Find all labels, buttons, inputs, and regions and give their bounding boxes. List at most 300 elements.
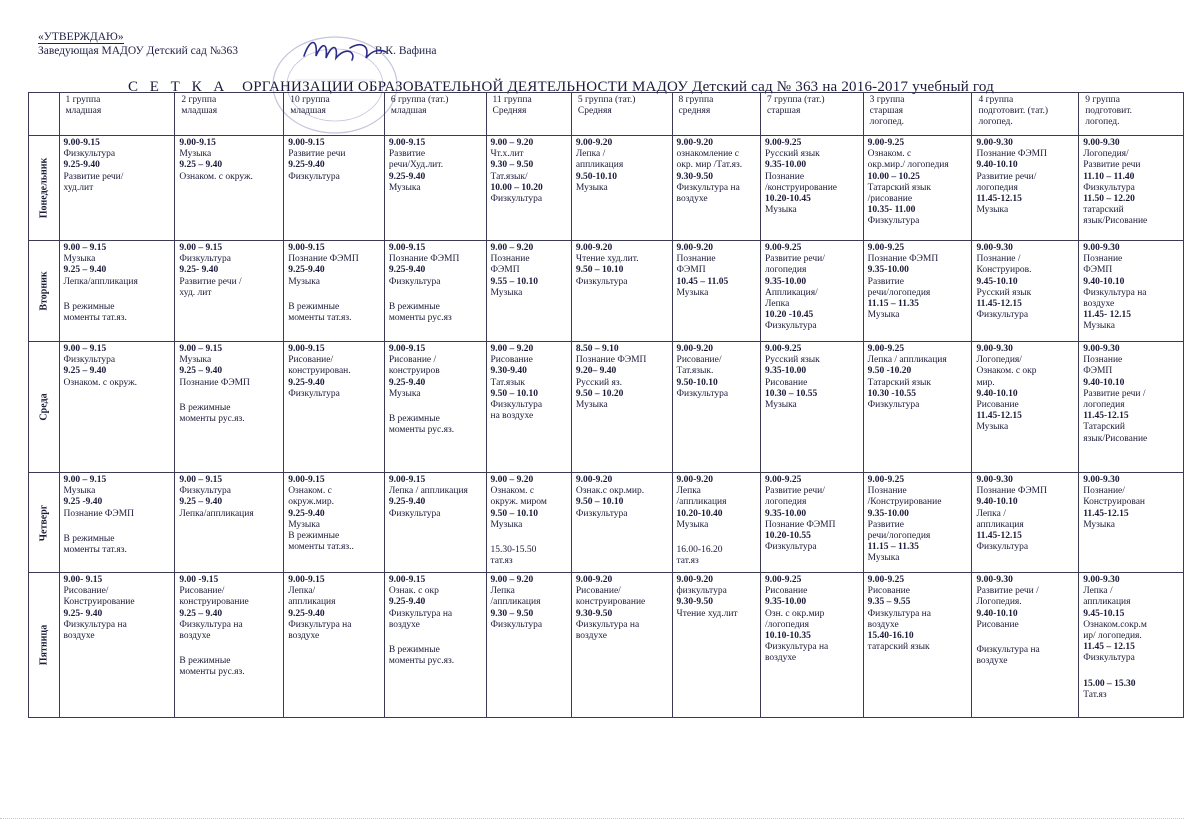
activity-line: Ознаком. с окруж. bbox=[179, 171, 253, 182]
activity-line: 9.25-9.40 bbox=[288, 265, 325, 276]
group-header-line: 3 группа bbox=[869, 95, 905, 105]
activity-line: Чт.х.лит bbox=[490, 149, 524, 160]
activity-line: 9.00-9.25 bbox=[867, 575, 905, 585]
activity-line: Рисование / bbox=[388, 355, 437, 366]
activity-line: 9.00-9.20 bbox=[575, 575, 613, 585]
activity-line: моменты тат.яз. bbox=[63, 313, 127, 324]
activity-line: 9.00-9.30 bbox=[976, 344, 1013, 354]
activity-line: Развитие речи/ bbox=[764, 254, 825, 265]
activity-line: 9.35-10.00 bbox=[867, 265, 909, 276]
activity-line: /логопедия bbox=[764, 619, 809, 630]
activity-line: Познание ФЭМП bbox=[388, 254, 460, 265]
activity-line: В режимные bbox=[63, 301, 115, 312]
activity-line: Познание ФЭМП bbox=[764, 519, 836, 530]
activity-line: логопедия bbox=[1083, 400, 1125, 411]
activity-line: 9.00-9.15 bbox=[288, 475, 325, 485]
activity-line: Физкультура bbox=[867, 400, 920, 411]
schedule-cell bbox=[863, 342, 972, 473]
activity-line: Физкультура на bbox=[179, 619, 243, 630]
activity-line: 11.50 – 12.20 bbox=[1083, 194, 1135, 205]
activity-line: 9.00-9.30 bbox=[1083, 344, 1120, 354]
activity-line: Музыка bbox=[490, 519, 523, 530]
activity-line: 9.25-9.40 bbox=[388, 265, 426, 276]
activity-line: Русский яз. bbox=[575, 377, 623, 388]
activity-line: 11.45- 12.15 bbox=[1083, 310, 1131, 321]
activity-line: 9.00-9.15 bbox=[388, 243, 426, 253]
activity-line: Физкультура bbox=[575, 508, 628, 519]
schedule-cell bbox=[175, 342, 284, 473]
day-label: Четверг bbox=[38, 504, 50, 541]
activity-line: 9.25-9.40 bbox=[288, 608, 325, 619]
activity-line: 9.00 – 9.15 bbox=[179, 475, 223, 485]
activity-line: 9.25 – 9.40 bbox=[179, 497, 223, 508]
schedule-cell bbox=[175, 136, 284, 241]
activity-line: 9.00-9.15 bbox=[388, 575, 426, 585]
activity-line: 10.10-10.35 bbox=[764, 631, 811, 642]
activity-line: 9.30 – 9.50 bbox=[490, 160, 534, 171]
activity-line: 15.40-16.10 bbox=[867, 631, 914, 642]
head-name: В.К. Вафина bbox=[374, 45, 437, 57]
activity-line: Рисование/ bbox=[575, 586, 621, 597]
day-row bbox=[29, 573, 1184, 718]
activity-line: 10.20-10.45 bbox=[764, 194, 811, 205]
header-row bbox=[29, 93, 1184, 136]
activity-line: Ознаком. с bbox=[288, 486, 332, 497]
activity-line: Музыка bbox=[976, 205, 1009, 216]
activity-line: 9.00-9.25 bbox=[867, 243, 905, 253]
activity-line: 9.00-9.15 bbox=[288, 344, 325, 354]
head-position: Заведующая МАДОУ Детский сад №363 bbox=[38, 45, 238, 57]
activity-line: конструирован. bbox=[288, 366, 351, 377]
schedule-cell bbox=[486, 241, 571, 342]
activity-line: 9.00-9.15 bbox=[288, 575, 325, 585]
activity-line: 11.45-12.15 bbox=[976, 299, 1022, 310]
activity-line: Физкультура на bbox=[676, 182, 740, 193]
activity-line: 9.55 – 10.10 bbox=[490, 276, 538, 287]
activity-line: Развитие bbox=[867, 519, 904, 530]
activity-line: Лепка/ bbox=[288, 586, 316, 597]
group-header-line: 7 группа (тат.) bbox=[766, 95, 825, 105]
group-header bbox=[175, 93, 284, 136]
activity-line: аппликация bbox=[288, 597, 336, 608]
activity-line: Физкультура bbox=[388, 276, 441, 287]
activity-line: 15.30-15.50 bbox=[490, 545, 537, 556]
schedule-cell bbox=[972, 342, 1079, 473]
schedule-cell bbox=[571, 342, 672, 473]
activity-line: логопедия bbox=[764, 265, 807, 276]
group-header-line: 10 группа bbox=[290, 95, 330, 105]
activity-line: худ.лит bbox=[63, 182, 94, 193]
activity-line: аппликация bbox=[976, 519, 1024, 530]
activity-line: Физкультура на bbox=[388, 608, 453, 619]
activity-line: Тат.яз bbox=[1083, 689, 1107, 700]
activity-line: В режимные bbox=[388, 414, 440, 425]
activity-line: 9.40-10.10 bbox=[976, 160, 1018, 171]
activity-line: Музыка bbox=[288, 276, 320, 287]
activity-line: 9.50 – 10.20 bbox=[575, 388, 624, 399]
day-label: Пятница bbox=[38, 624, 50, 666]
activity-line: 9.00 -9.15 bbox=[179, 575, 219, 585]
activity-line: Физкультура bbox=[490, 400, 543, 411]
activity-line: 10.45 – 11.05 bbox=[676, 276, 729, 287]
activity-line: Музыка bbox=[1083, 519, 1115, 530]
schedule-cell bbox=[760, 136, 863, 241]
activity-line: 9.00-9.15 bbox=[288, 243, 325, 253]
activity-line: Рисование bbox=[764, 586, 808, 597]
activity-line: Познание / bbox=[976, 254, 1021, 265]
activity-line: 9.35 – 9.55 bbox=[867, 597, 911, 608]
schedule-cell bbox=[760, 573, 863, 718]
schedule-cell bbox=[863, 136, 972, 241]
activity-line: 10.30 -10.55 bbox=[867, 388, 916, 399]
schedule-cell bbox=[571, 136, 672, 241]
activity-line: 10.20 -10.45 bbox=[764, 310, 814, 321]
activity-line: Лепка / bbox=[1083, 586, 1113, 597]
activity-line: Развитие речи/ bbox=[63, 171, 124, 182]
activity-line: Физкультура bbox=[976, 310, 1029, 321]
schedule-cell bbox=[175, 473, 284, 573]
activity-line: Познание bbox=[764, 171, 805, 182]
day-label: Вторник bbox=[38, 271, 50, 311]
day-row bbox=[29, 241, 1184, 342]
activity-line: Физкультура bbox=[388, 508, 441, 519]
activity-line: ир/ логопедия. bbox=[1083, 631, 1142, 642]
schedule-table bbox=[28, 92, 1184, 718]
schedule-cell bbox=[672, 573, 760, 718]
activity-line: 9.25 – 9.40 bbox=[63, 366, 107, 377]
activity-line: Лепка bbox=[490, 586, 515, 597]
activity-line: Лепка / аппликация bbox=[388, 486, 468, 497]
activity-line: логопедия bbox=[764, 497, 807, 508]
activity-line: 9.25-9.40 bbox=[388, 497, 426, 508]
activity-line: Лепка bbox=[764, 299, 790, 310]
activity-line: 9.40-10.10 bbox=[976, 388, 1018, 399]
activity-line: 10.00 – 10.20 bbox=[490, 182, 543, 193]
activity-line: мир. bbox=[976, 377, 995, 388]
activity-line: Физкультура bbox=[179, 486, 232, 497]
activity-line: Музыка bbox=[867, 553, 900, 564]
activity-line: Познание bbox=[676, 254, 716, 265]
activity-line: Рисование/ bbox=[179, 586, 225, 597]
activity-line: Развитие речи bbox=[1083, 160, 1141, 171]
group-header-line: логопед. bbox=[1085, 117, 1120, 128]
activity-line: физкультура bbox=[676, 586, 727, 597]
schedule-cell bbox=[1079, 241, 1184, 342]
schedule-cell bbox=[863, 241, 972, 342]
group-header bbox=[486, 93, 571, 136]
schedule-cell bbox=[672, 136, 760, 241]
activity-line: моменты рус.яз. bbox=[179, 667, 245, 678]
activity-line: Физкультура bbox=[764, 321, 817, 332]
activity-line: Физкультура bbox=[490, 194, 543, 205]
activity-line: 9.00-9.20 bbox=[676, 575, 713, 585]
activity-line: Лепка/аппликация bbox=[179, 508, 254, 519]
activity-line: Физкультура bbox=[867, 216, 920, 227]
activity-line: ФЭМП bbox=[1083, 366, 1113, 377]
activity-line: 9.00-9.30 bbox=[976, 575, 1013, 585]
activity-line: /рисование bbox=[867, 194, 913, 205]
activity-line: Ознаком.сокр.м bbox=[1083, 619, 1147, 630]
day-row bbox=[29, 342, 1184, 473]
group-header bbox=[972, 93, 1079, 136]
activity-line: тат.яз bbox=[490, 556, 513, 567]
activity-line: Музыка bbox=[676, 519, 709, 530]
activity-line: 9.25-9.40 bbox=[388, 597, 426, 608]
activity-line: окр. мир /Тат.яз. bbox=[676, 160, 743, 171]
group-header-line: логопед. bbox=[978, 117, 1013, 128]
activity-line: Рисование bbox=[867, 586, 910, 597]
schedule-cell bbox=[384, 473, 486, 573]
activity-line: 9.40-10.10 bbox=[1083, 377, 1125, 388]
schedule-cell bbox=[59, 241, 175, 342]
schedule-cell bbox=[384, 573, 486, 718]
activity-line: Музыка bbox=[976, 422, 1009, 433]
activity-line: Татарский язык bbox=[867, 182, 931, 193]
activity-line: конструирование bbox=[179, 597, 249, 608]
activity-line: 11.45-12.15 bbox=[976, 531, 1022, 542]
activity-line: /конструирование bbox=[764, 182, 837, 193]
schedule-cell bbox=[284, 573, 385, 718]
activity-line: Лепка / аппликация bbox=[867, 355, 947, 366]
activity-line: Лепка / bbox=[976, 508, 1006, 519]
group-header-line: младшая bbox=[65, 106, 102, 117]
schedule-cell bbox=[1079, 573, 1184, 718]
activity-line: Познание ФЭМП bbox=[976, 149, 1047, 160]
schedule-cell bbox=[486, 136, 571, 241]
activity-line: моменты тат.яз. bbox=[63, 545, 127, 556]
activity-line: Озн. с окр.мир bbox=[764, 608, 825, 619]
activity-line: Рисование/ bbox=[288, 355, 334, 366]
activity-line: 9.00-9.15 bbox=[288, 138, 325, 148]
schedule-cell bbox=[384, 342, 486, 473]
activity-line: 9.50 – 10.10 bbox=[490, 388, 538, 399]
activity-line: Познание ФЭМП bbox=[575, 355, 647, 366]
activity-line: 9.00-9.30 bbox=[1083, 475, 1120, 485]
activity-line: 11.45-12.15 bbox=[1083, 411, 1129, 422]
activity-line: Ознаком. с bbox=[490, 486, 535, 497]
activity-line: Ознаком. с окр bbox=[976, 366, 1037, 377]
activity-line: 9.30-9.50 bbox=[676, 597, 713, 608]
group-header-line: Средняя bbox=[492, 106, 527, 117]
activity-line: на воздухе bbox=[490, 411, 534, 422]
activity-line: Физкультура на bbox=[976, 645, 1040, 656]
schedule-cell bbox=[59, 573, 175, 718]
activity-line: Музыка bbox=[179, 149, 212, 160]
activity-line: 9.25-9.40 bbox=[288, 508, 325, 519]
group-header-line: логопед. bbox=[869, 117, 904, 128]
activity-line: Развитие bbox=[388, 149, 426, 160]
activity-line: Физкультура на bbox=[764, 642, 829, 653]
activity-line: Татарский bbox=[1083, 422, 1125, 433]
activity-line: Рисование/ bbox=[63, 586, 109, 597]
activity-line: 9.00-9.30 bbox=[976, 475, 1013, 485]
activity-line: татарский bbox=[1083, 205, 1124, 216]
schedule-cell bbox=[284, 241, 385, 342]
activity-line: Рисование/ bbox=[676, 355, 722, 366]
activity-line: 9.35-10.00 bbox=[764, 160, 807, 171]
activity-line: /Конструирование bbox=[867, 497, 942, 508]
activity-line: 9.30 – 9.50 bbox=[490, 608, 534, 619]
group-header-line: 11 группа bbox=[492, 95, 532, 105]
activity-line: 9.30-9.50 bbox=[575, 608, 613, 619]
activity-line: 9.50 – 10.10 bbox=[575, 497, 624, 508]
activity-line: Ознак.с окр.мир. bbox=[575, 486, 645, 497]
day-cell bbox=[29, 473, 60, 573]
activity-line: воздухе bbox=[288, 631, 320, 642]
activity-line: Лепка bbox=[676, 486, 701, 497]
activity-line: 9.00-9.25 bbox=[764, 475, 802, 485]
schedule-cell bbox=[760, 473, 863, 573]
activity-line: воздухе bbox=[575, 631, 607, 642]
activity-line: Музыка bbox=[63, 254, 96, 265]
activity-line: Рисование bbox=[490, 355, 533, 366]
activity-line: Музыка bbox=[288, 519, 320, 530]
activity-line: 10.00 – 10.25 bbox=[867, 171, 920, 182]
activity-line: аппликация bbox=[1083, 597, 1131, 608]
activity-line: Русский язык bbox=[976, 287, 1032, 298]
activity-line: язык/Рисование bbox=[1083, 433, 1148, 444]
group-header-line: подготовит. bbox=[1085, 106, 1133, 117]
schedule-cell bbox=[571, 241, 672, 342]
activity-line: 9.45-10.15 bbox=[1083, 608, 1125, 619]
activity-line: Физкультура на bbox=[575, 619, 640, 630]
activity-line: 9.00 – 9.15 bbox=[179, 243, 223, 253]
activity-line: Музыка bbox=[575, 400, 608, 411]
schedule-cell bbox=[672, 241, 760, 342]
activity-line: Аппликация/ bbox=[764, 287, 818, 298]
activity-line: 9.00-9.25 bbox=[867, 475, 905, 485]
activity-line: В режимные bbox=[388, 645, 440, 656]
activity-line: 9.25 -9.40 bbox=[63, 497, 103, 508]
activity-line: 9.50 – 10.10 bbox=[490, 508, 538, 519]
activity-line: Музыка bbox=[867, 310, 900, 321]
activity-line: воздухе bbox=[1083, 299, 1115, 310]
activity-line: 11.15 – 11.35 bbox=[867, 299, 919, 310]
activity-line: В режимные bbox=[388, 301, 440, 312]
activity-line: 9.00 – 9.20 bbox=[490, 344, 534, 354]
group-header bbox=[863, 93, 972, 136]
schedule-cell bbox=[571, 473, 672, 573]
schedule-cell bbox=[571, 573, 672, 718]
activity-line: ФЭМП bbox=[490, 265, 520, 276]
activity-line: Развитие речи / bbox=[1083, 388, 1146, 399]
activity-line: Развитие речи/ bbox=[764, 486, 825, 497]
group-header-line: 8 группа bbox=[678, 95, 714, 105]
activity-line: Музыка bbox=[63, 486, 96, 497]
schedule-cell bbox=[972, 573, 1079, 718]
activity-line: 9.00-9.25 bbox=[764, 575, 802, 585]
activity-line: 16.00-16.20 bbox=[676, 545, 723, 556]
activity-line: Познание/ bbox=[1083, 486, 1125, 497]
activity-line: Физкультура bbox=[179, 254, 232, 265]
activity-line: Чтение худ.лит bbox=[676, 608, 738, 619]
activity-line: 9.00 – 9.20 bbox=[490, 475, 534, 485]
activity-line: Познание ФЭМП bbox=[867, 254, 939, 265]
day-row bbox=[29, 473, 1184, 573]
activity-line: 9.50 -10.20 bbox=[867, 366, 912, 377]
activity-line: Физкультура bbox=[288, 171, 340, 182]
activity-line: Русский язык bbox=[764, 355, 820, 366]
activity-line: 11.45 – 12.15 bbox=[1083, 642, 1135, 653]
day-row bbox=[29, 136, 1184, 241]
activity-line: 9.00-9.20 bbox=[676, 243, 713, 253]
schedule-cell bbox=[384, 136, 486, 241]
activity-line: конструиров bbox=[388, 366, 440, 377]
activity-line: Музыка bbox=[388, 182, 421, 193]
activity-line: 9.50-10.10 bbox=[575, 171, 618, 182]
activity-line: 11.45-12.15 bbox=[976, 194, 1022, 205]
activity-line: 9.40-10.10 bbox=[976, 497, 1018, 508]
group-header-line: старшая bbox=[869, 106, 904, 117]
activity-line: 9.35-10.00 bbox=[764, 508, 807, 519]
activity-line: 9.40-10.10 bbox=[976, 608, 1018, 619]
activity-line: 10.20-10.55 bbox=[764, 531, 811, 542]
activity-line: 9.35-10.00 bbox=[764, 597, 807, 608]
group-header bbox=[284, 93, 385, 136]
activity-line: 11.10 – 11.40 bbox=[1083, 171, 1135, 182]
activity-line: Познание ФЭМП bbox=[63, 508, 135, 519]
group-header-line: 6 группа (тат.) bbox=[390, 95, 449, 105]
schedule-cell bbox=[863, 473, 972, 573]
schedule-cell bbox=[59, 473, 175, 573]
schedule-cell bbox=[672, 342, 760, 473]
activity-line: воздухе bbox=[764, 653, 797, 664]
activity-line: Рисование bbox=[976, 619, 1019, 630]
activity-line: Развитие речи / bbox=[976, 586, 1039, 597]
signature bbox=[300, 34, 390, 70]
group-header-line: средняя bbox=[678, 106, 711, 117]
activity-line: 9.35-10.00 bbox=[764, 366, 807, 377]
day-cell bbox=[29, 241, 60, 342]
activity-line: Физкультура bbox=[1083, 653, 1135, 664]
activity-line: 9.00 – 9.15 bbox=[63, 475, 107, 485]
activity-line: 9.00-9.15 bbox=[63, 138, 100, 148]
activity-line: Ознаком. с bbox=[867, 149, 912, 160]
group-header bbox=[1079, 93, 1184, 136]
activity-line: 9.25-9.40 bbox=[388, 171, 426, 182]
activity-line: 9.00 – 9.15 bbox=[63, 344, 107, 354]
activity-line: речи/Худ.лит. bbox=[388, 160, 444, 171]
group-header-line: 9 группа bbox=[1085, 95, 1120, 105]
activity-line: Музыка bbox=[764, 400, 797, 411]
group-header-line: 4 группа bbox=[978, 95, 1014, 105]
activity-line: В режимные bbox=[179, 656, 231, 667]
day-label: Понедельник bbox=[38, 157, 50, 219]
group-header-line: младшая bbox=[181, 106, 218, 117]
activity-line: 9.25-9.40 bbox=[288, 377, 325, 388]
activity-line: 10.30 – 10.55 bbox=[764, 388, 818, 399]
activity-line: моменты рус.яз bbox=[388, 313, 452, 324]
activity-line: /аппликация bbox=[676, 497, 727, 508]
schedule-cell bbox=[175, 573, 284, 718]
activity-line: 9.00-9.25 bbox=[764, 243, 802, 253]
activity-line: Тат.язык bbox=[490, 377, 525, 388]
schedule-cell bbox=[486, 342, 571, 473]
activity-line: 8.50 – 9.10 bbox=[575, 344, 619, 354]
activity-line: 9.00-9.30 bbox=[1083, 243, 1120, 253]
activity-line: Физкультура bbox=[976, 542, 1029, 553]
activity-line: 9.35-10.00 bbox=[764, 276, 807, 287]
group-header bbox=[571, 93, 672, 136]
activity-line: 9.00-9.15 bbox=[179, 138, 216, 148]
activity-line: 9.00-9.30 bbox=[976, 243, 1013, 253]
schedule-cell bbox=[59, 136, 175, 241]
activity-line: воздухе bbox=[867, 619, 899, 630]
group-header bbox=[384, 93, 486, 136]
activity-line: речи/логопедия bbox=[867, 287, 931, 298]
activity-line: Лепка/аппликация bbox=[63, 276, 138, 287]
activity-line: 11.45-12.15 bbox=[1083, 508, 1129, 519]
